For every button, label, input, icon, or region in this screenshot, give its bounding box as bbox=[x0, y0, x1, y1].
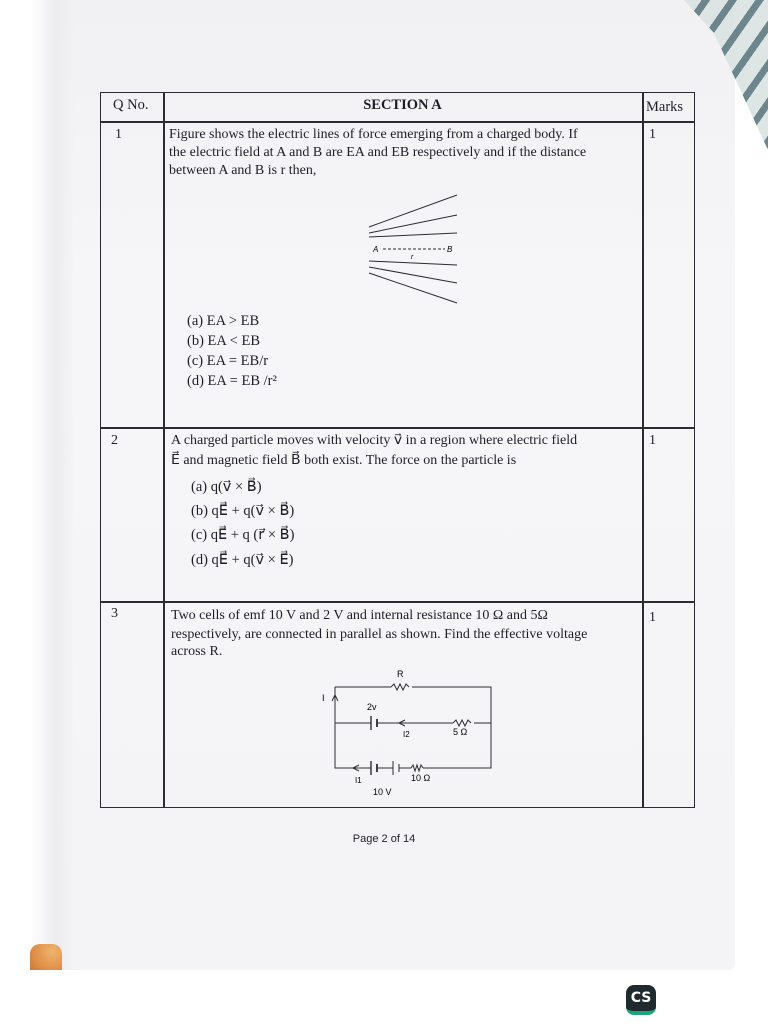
question-marks: 1 bbox=[649, 610, 656, 625]
current-i2-label: I2 bbox=[403, 730, 410, 739]
answer-option: (b) qE⃗ + q(v⃗ × B⃗) bbox=[191, 503, 295, 519]
answer-option: (a) EA > EB bbox=[187, 313, 260, 329]
resistor-5ohm bbox=[453, 720, 471, 726]
question-text-line: between A and B is r then, bbox=[169, 163, 317, 178]
wire bbox=[412, 687, 491, 768]
question-number: 1 bbox=[115, 127, 122, 142]
answer-option: (c) EA = EB/r bbox=[187, 353, 269, 369]
question-number: 2 bbox=[111, 433, 118, 448]
question-text-line: A charged particle moves with velocity v⃗ in a region where electric field bbox=[171, 433, 578, 448]
page-number: Page 2 of 14 bbox=[352, 833, 416, 845]
field-line bbox=[369, 261, 457, 265]
column-divider-marks bbox=[642, 93, 644, 807]
column-divider-qno bbox=[163, 93, 165, 807]
answer-option: (c) qE⃗ + q (r⃗ × B⃗) bbox=[191, 527, 295, 543]
resistor-5ohm-label: 5 Ω bbox=[453, 727, 468, 737]
header-divider bbox=[101, 121, 694, 123]
header-section: SECTION A bbox=[363, 97, 442, 113]
question-text-line: Two cells of emf 10 V and 2 V and internal resistance 10 Ω and 5Ω bbox=[171, 608, 548, 623]
circuit-diagram bbox=[319, 663, 499, 801]
resistor-r bbox=[391, 684, 409, 690]
answer-option: (d) EA = EB /r² bbox=[187, 373, 277, 389]
answer-option: (b) EA < EB bbox=[187, 333, 261, 349]
question-marks: 1 bbox=[649, 433, 656, 448]
field-line bbox=[369, 267, 457, 283]
distance-r-label: r bbox=[411, 254, 414, 261]
point-b-label: B bbox=[447, 245, 453, 254]
page-edge-shadow bbox=[30, 0, 74, 970]
point-a-label: A bbox=[373, 245, 379, 254]
resistor-10ohm-label: 10 Ω bbox=[411, 773, 431, 783]
answer-option: (d) qE⃗ + q(v⃗ × E⃗) bbox=[191, 552, 294, 568]
question-text-line: the electric field at A and B are EA and EB respectively and if the distance bbox=[169, 145, 587, 160]
field-line bbox=[369, 273, 457, 303]
field-line bbox=[369, 195, 457, 227]
resistor-r-label: R bbox=[397, 669, 404, 679]
row-divider-1 bbox=[101, 427, 694, 429]
finger-holding-page bbox=[30, 944, 62, 970]
header-marks: Marks bbox=[646, 99, 684, 115]
question-text-line: respectively, are connected in parallel as shown. Find the effective voltage bbox=[171, 627, 588, 642]
answer-option: (a) q(v⃗ × B⃗) bbox=[191, 479, 262, 495]
row-divider-2 bbox=[101, 601, 694, 603]
resistor-10ohm bbox=[411, 765, 423, 771]
question-marks: 1 bbox=[649, 127, 656, 142]
current-i1-label: I1 bbox=[355, 776, 362, 785]
question-text-line: Figure shows the electric lines of force emerging from a charged body. If bbox=[169, 127, 578, 142]
question-number: 3 bbox=[111, 606, 118, 621]
field-lines-figure bbox=[363, 189, 463, 309]
current-i-label: I bbox=[322, 693, 325, 703]
camscanner-logo: CS bbox=[626, 985, 656, 1015]
question-text-line: E⃗ and magnetic field B⃗ both exist. The force on the particle is bbox=[171, 453, 517, 468]
field-line bbox=[369, 215, 457, 233]
header-qno: Q No. bbox=[113, 97, 149, 113]
question-table bbox=[100, 92, 695, 808]
question-text-line: across R. bbox=[171, 644, 223, 659]
wire bbox=[377, 761, 411, 775]
wire bbox=[335, 687, 371, 768]
cell-10v-label: 10 V bbox=[373, 787, 392, 797]
cell-2v-label: 2v bbox=[367, 702, 377, 712]
field-line bbox=[369, 233, 457, 237]
